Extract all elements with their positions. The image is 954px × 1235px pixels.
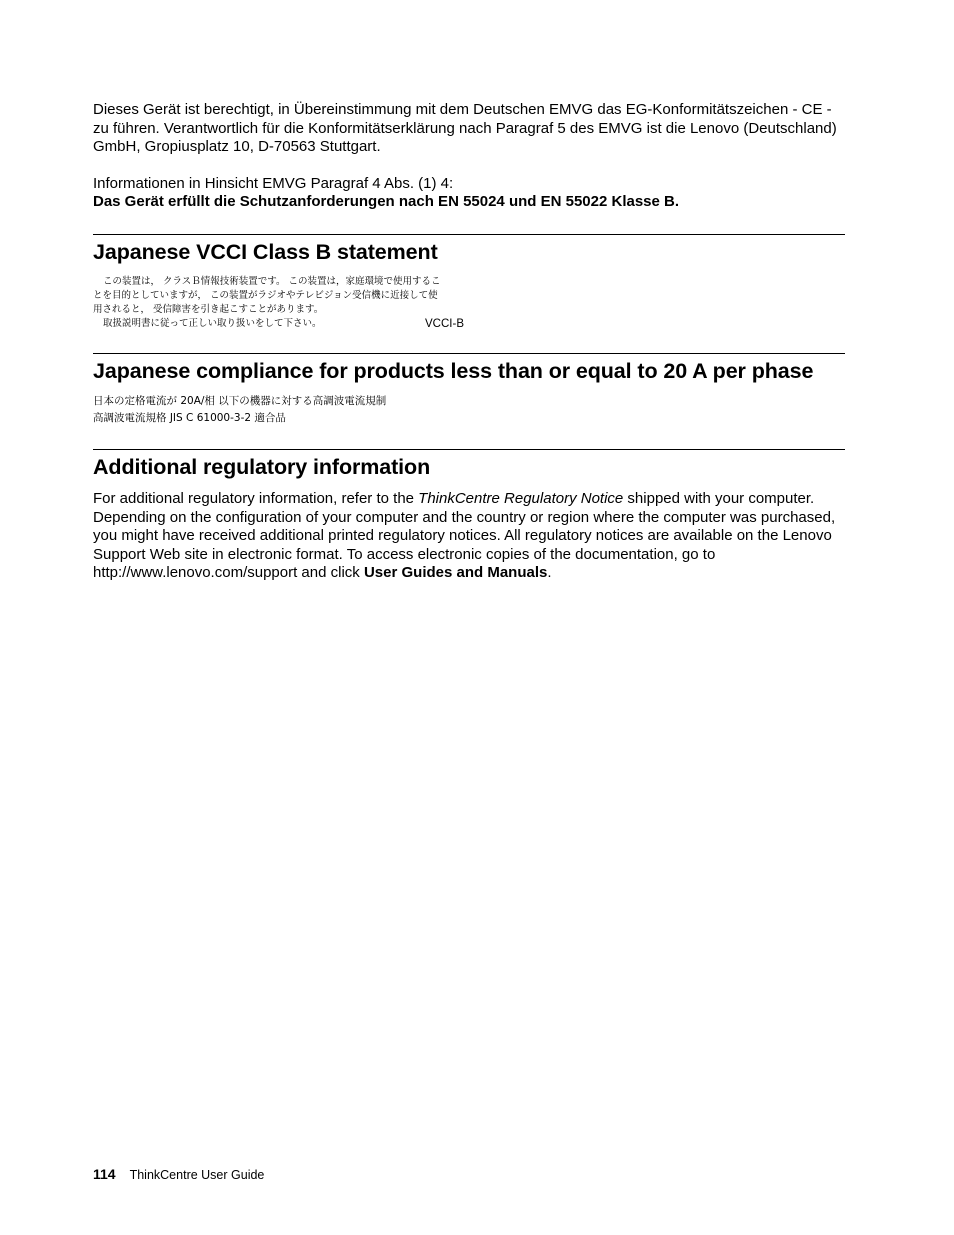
- harmonics-statement-image: [93, 393, 845, 427]
- user-guides-link-label: User Guides and Manuals: [363, 564, 548, 582]
- german-emvg-paragraph: Dieses Gerät ist berechtigt, in Übereinstimmung mit dem Deutschen EMVG das EG-Konformitätszeichen - CE - zu führen. Verantwortlich für die Konformitätserklärung nach Paragraf 5 des EMVG ist die Lenovo (Deutschland) GmbH, Gropiusplatz 10, D-70563 Stuttgart.: [93, 101, 837, 156]
- vcci-code: VCCI-B: [425, 317, 464, 330]
- harmonics-heading: Japanese compliance for products less than or equal to 20 A per phase: [93, 358, 814, 383]
- vcci-heading: Japanese VCCI Class B statement: [93, 239, 438, 264]
- page-number: 114: [93, 1166, 116, 1182]
- vcci-line: 取扱説明書に従って正しい取り扱いをして下さい。: [103, 317, 322, 329]
- guide-title: ThinkCentre User Guide: [129, 1168, 265, 1182]
- vcci-line: 用されると， 受信障害を引き起こすことがあります。: [93, 303, 324, 315]
- vcci-statement-image: [93, 275, 465, 331]
- additional-paragraph: [93, 490, 845, 583]
- german-compliance-statement: Das Gerät erfüllt die Schutzanforderungen nach EN 55024 und EN 55022 Klasse B.: [93, 193, 680, 211]
- additional-heading: Additional regulatory information: [93, 454, 431, 479]
- vcci-line: この装置は， クラスＢ情報技術装置です。 この装置は，家庭環境で使用するこ: [103, 275, 441, 287]
- vcci-section: [93, 234, 845, 331]
- additional-text: For additional regulatory information, refer to the: [93, 489, 419, 507]
- additional-section: [93, 449, 845, 583]
- vcci-line: とを目的としていますが， この装置がラジオやテレビジョン受信機に近接して使: [93, 289, 438, 301]
- german-info-line: Informationen in Hinsicht EMVG Paragraf 4 Abs. (1) 4:: [93, 174, 454, 192]
- additional-text-end: .: [547, 564, 552, 582]
- regulatory-notice-title: ThinkCentre Regulatory Notice: [418, 489, 624, 507]
- page-content: [93, 101, 845, 583]
- harmonics-section: [93, 353, 845, 427]
- harmonics-line: 高調波電流規格 JIS C 61000-3-2 適合品: [93, 411, 286, 424]
- additional-text: shipped with your computer. Depending on the configuration of your computer and the country or region where the computer was purchased, you might have received additional printed regulatory notices. All regulatory notices are available on the Lenovo Support Web site in electronic format. To access electronic copies of the documentation, go to http://www.lenovo.com/support and click: [93, 489, 836, 582]
- page-footer: [93, 1166, 264, 1182]
- harmonics-line: 日本の定格電流が 20A/相 以下の機器に対する高調波電流規制: [93, 394, 387, 407]
